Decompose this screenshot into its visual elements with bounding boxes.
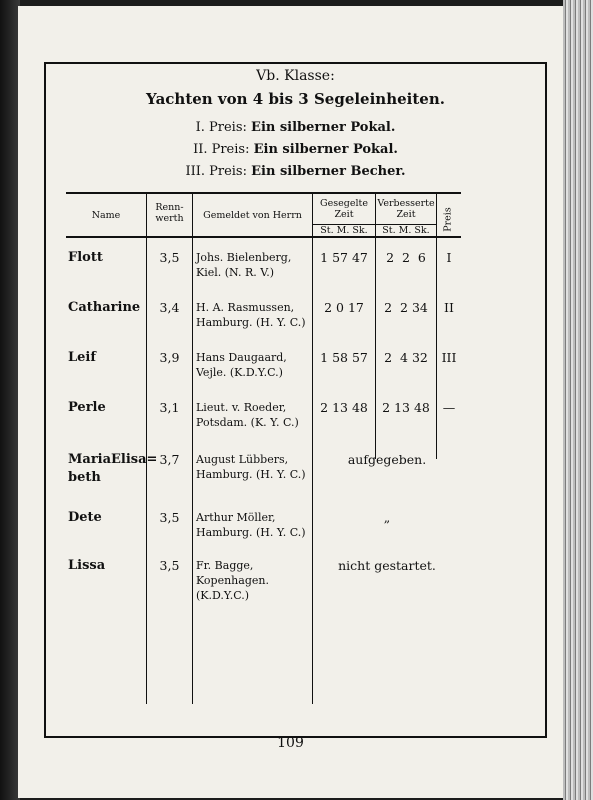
prize-first: I. Preis: Ein silberner Pokal. [195,120,396,135]
row-rennwerth: 3,5 [159,510,180,525]
row-verbesserte: 2 4 32 [384,350,428,365]
header-gesegelte: Gesegelte Zeit [320,198,368,220]
row-name: Catharine [68,300,141,315]
row-rennwerth: 3,9 [159,350,180,365]
row-preis: I [446,250,452,265]
table-top-rule [66,192,461,194]
row-rennwerth: 3,5 [159,250,180,265]
header-preis: Preis [442,207,454,232]
row-owner: Hans Daugaard, Vejle. (K.D.Y.C.) [196,351,287,379]
class-heading: Vb. Klasse: [256,68,335,84]
row-name: Lissa [68,558,106,573]
row-verbesserte: 2 13 48 [382,400,430,415]
row-rennwerth: 3,4 [159,300,180,315]
row-verbesserte: 2 2 6 [386,250,426,265]
row-owner: August Lübbers, Hamburg. (H. Y. C.) [196,453,306,481]
row-rennwerth: 3,1 [159,400,180,415]
header-gemeldet: Gemeldet von Herrn [203,210,302,221]
row-gesegelte: 1 58 57 [320,350,368,365]
page-edges-right [563,0,593,800]
header-verbesserte: Verbesserte Zeit [377,198,435,220]
book-page [18,6,563,798]
row-name-cont: beth [68,470,101,485]
row-gesegelte: 2 0 17 [324,300,364,315]
row-name: MariaElisa= [68,452,158,467]
row-owner: H. A. Rasmussen, Hamburg. (H. Y. C.) [196,301,306,329]
col-divider-name [146,194,147,704]
book-spine-left [0,0,20,800]
row-rennwerth: 3,5 [159,558,180,573]
row-gesegelte: 2 13 48 [320,400,368,415]
row-owner: Fr. Bagge, Kopenhagen. (K.D.Y.C.) [196,559,269,602]
col-divider-verb [436,194,437,459]
table-header-rule [66,236,461,238]
row-owner: Lieut. v. Roeder, Potsdam. (K. Y. C.) [196,401,299,429]
row-status: nicht gestartet. [338,558,436,573]
row-name: Perle [68,400,106,415]
row-preis: — [442,400,456,415]
prize-third: III. Preis: Ein silberner Becher. [185,164,406,179]
content-frame [44,62,547,738]
row-owner: Arthur Möller, Hamburg. (H. Y. C.) [196,511,306,539]
row-owner: Johs. Bielenberg, Kiel. (N. R. V.) [196,251,292,279]
header-name: Name [91,210,121,221]
row-status: aufgegeben. [347,452,427,467]
row-preis: II [444,300,454,315]
header-sub-verb: St. M. Sk. [382,225,430,236]
row-name: Leif [68,350,96,365]
header-rennwerth: Renn-werth [155,202,184,224]
class-subtitle: Yachten von 4 bis 3 Segeleinheiten. [146,90,445,108]
row-rennwerth: 3,7 [159,452,180,467]
row-gesegelte: 1 57 47 [320,250,368,265]
prize-second: II. Preis: Ein silberner Pokal. [193,142,398,157]
header-sub-ges: St. M. Sk. [320,225,368,236]
row-preis: III [441,350,457,365]
page-number: 109 [277,735,304,751]
col-divider-wert [192,194,193,704]
row-name: Dete [68,510,102,525]
row-name: Flott [68,250,103,265]
row-status: „ [383,510,391,525]
col-divider-owner [312,194,313,704]
row-verbesserte: 2 2 34 [384,300,428,315]
